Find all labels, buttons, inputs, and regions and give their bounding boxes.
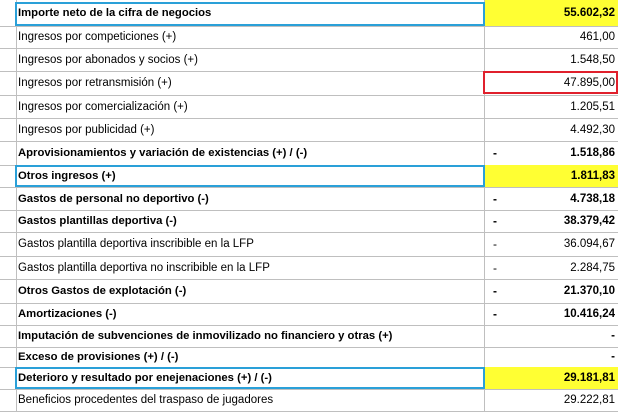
table-row[interactable] — [0, 187, 618, 211]
row-value[interactable]: 55.602,32 — [485, 0, 618, 26]
row-label[interactable]: Ingresos por publicidad (+) — [0, 118, 485, 141]
table-row[interactable] — [0, 210, 618, 233]
table-row[interactable] — [0, 0, 618, 27]
table-row[interactable] — [0, 141, 618, 166]
row-value[interactable]: 2.284,75 — [570, 261, 615, 274]
table-row[interactable] — [0, 165, 618, 188]
row-value[interactable]: 4.738,18 — [570, 192, 615, 205]
row-sign: - — [493, 214, 497, 228]
row-label[interactable]: Gastos plantilla deportiva inscribible en la LFP — [0, 232, 485, 256]
row-label[interactable]: Amortizaciones (-) — [0, 303, 485, 325]
row-label[interactable]: Otros ingresos (+) — [0, 165, 485, 187]
row-value[interactable]: 1.548,50 — [570, 53, 615, 66]
row-label[interactable]: Ingresos por competiciones (+) — [0, 26, 485, 48]
row-value[interactable]: 1.205,51 — [570, 100, 615, 113]
row-sign: - — [493, 284, 497, 298]
row-value[interactable]: 47.895,00 — [563, 77, 615, 89]
table-row[interactable] — [0, 303, 618, 326]
table-row[interactable] — [0, 389, 618, 412]
table-row[interactable] — [0, 325, 618, 348]
row-label[interactable]: Imputación de subvenciones de inmovilizado no financiero y otras (+) — [0, 325, 485, 347]
row-value[interactable]: 29.222,81 — [563, 394, 615, 406]
row-value[interactable]: 4.492,30 — [570, 123, 615, 136]
row-value[interactable]: 36.094,67 — [563, 238, 615, 250]
table-row[interactable] — [0, 71, 618, 96]
row-value[interactable]: 38.379,42 — [563, 215, 615, 227]
row-sign: - — [493, 237, 497, 251]
row-label[interactable]: Otros Gastos de explotación (-) — [0, 279, 485, 303]
row-label[interactable]: Gastos de personal no deportivo (-) — [0, 187, 485, 210]
row-value[interactable]: - — [611, 351, 615, 363]
row-label[interactable]: Deterioro y resultado por enejenaciones (+) / (-) — [0, 367, 485, 389]
table-row[interactable] — [0, 95, 618, 119]
table-row[interactable] — [0, 48, 618, 72]
row-label[interactable]: Importe neto de la cifra de negocios — [0, 0, 485, 26]
row-sign: - — [493, 146, 497, 160]
row-label[interactable]: Aprovisionamientos y variación de existencias (+) / (-) — [0, 141, 485, 165]
table-row[interactable] — [0, 367, 618, 390]
table-row[interactable] — [0, 232, 618, 257]
row-label[interactable]: Exceso de provisiones (+) / (-) — [0, 347, 485, 367]
row-value[interactable]: 1.518,86 — [570, 147, 615, 159]
table-row[interactable] — [0, 26, 618, 49]
table-row[interactable] — [0, 118, 618, 142]
row-label[interactable]: Gastos plantillas deportiva (-) — [0, 210, 485, 232]
row-value[interactable]: 1.811,83 — [485, 165, 618, 187]
row-sign: - — [493, 260, 497, 275]
row-label[interactable]: Beneficios procedentes del traspaso de jugadores — [0, 389, 485, 411]
row-sign: - — [493, 307, 497, 321]
table-row[interactable] — [0, 279, 618, 304]
row-label[interactable]: Ingresos por retransmisión (+) — [0, 71, 485, 95]
row-label[interactable]: Gastos plantilla deportiva no inscribible en la LFP — [0, 256, 485, 279]
table-row[interactable] — [0, 256, 618, 280]
row-label[interactable]: Ingresos por abonados y socios (+) — [0, 48, 485, 71]
row-sign: - — [493, 191, 497, 206]
row-label[interactable]: Ingresos por comercialización (+) — [0, 95, 485, 118]
table-row[interactable] — [0, 347, 618, 368]
row-value[interactable]: 29.181,81 — [485, 367, 618, 389]
row-value[interactable]: 21.370,10 — [563, 285, 615, 297]
row-value[interactable]: 461,00 — [579, 31, 615, 43]
row-value[interactable]: - — [611, 330, 615, 342]
row-value[interactable]: 10.416,24 — [563, 308, 615, 320]
